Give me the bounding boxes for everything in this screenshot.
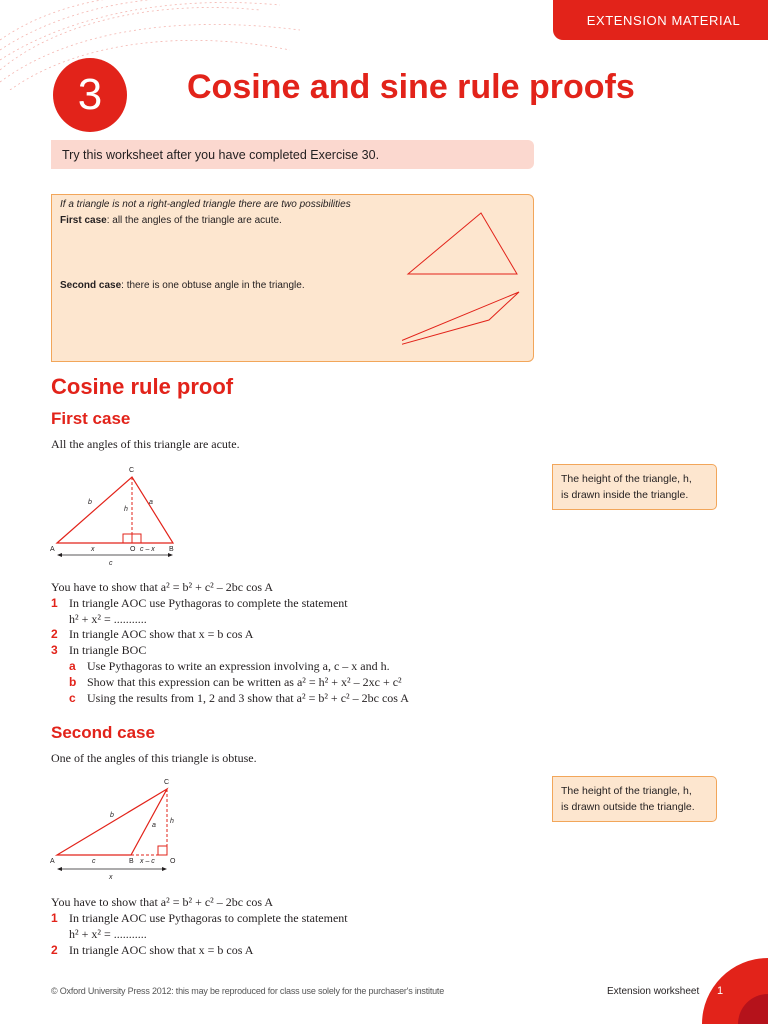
substep-text: Show that this expression can be written as a² = h² + x² – 2xc + c² bbox=[87, 675, 402, 689]
first-case-show-statement: You have to show that a² = b² + c² – 2bc cos A bbox=[51, 580, 274, 594]
second-case-text: : there is one obtuse angle in the triangle. bbox=[121, 280, 305, 291]
step-number: 1 bbox=[51, 596, 58, 610]
second-case-line bbox=[60, 280, 305, 291]
height-h-label: h bbox=[124, 506, 128, 513]
step-number: 2 bbox=[51, 943, 58, 957]
side-b-label: b bbox=[88, 499, 92, 506]
step-text: h² + x² = ........... bbox=[69, 927, 147, 941]
possibilities-box bbox=[51, 194, 534, 362]
segment-x-label: x bbox=[91, 546, 95, 553]
first-case-label: First case bbox=[60, 215, 107, 226]
step-number: 2 bbox=[51, 627, 58, 641]
example-triangles bbox=[402, 205, 527, 355]
step-number: 3 bbox=[51, 643, 58, 657]
segment-x-label: x bbox=[109, 874, 113, 881]
obtuse-triangle-diagram bbox=[45, 772, 195, 882]
vertex-b-label: B bbox=[169, 546, 174, 553]
page-corner-decoration bbox=[698, 958, 768, 1024]
second-case-show-statement: You have to show that a² = b² + c² – 2bc cos A bbox=[51, 895, 274, 909]
side-a-label: a bbox=[149, 499, 153, 506]
step-number: 1 bbox=[51, 911, 58, 925]
step-text: In triangle AOC show that x = b cos A bbox=[69, 943, 254, 957]
prerequisite-note: Try this worksheet after you have completed Exercise 30. bbox=[51, 140, 534, 169]
acute-triangle-example bbox=[408, 213, 517, 274]
first-case-heading: First case bbox=[51, 409, 131, 428]
substep-letter: a bbox=[69, 659, 76, 673]
sidebar-height-inside bbox=[552, 464, 717, 510]
step-text: In triangle AOC show that x = b cos A bbox=[69, 627, 254, 641]
step-text: h² + x² = ........... bbox=[69, 612, 147, 626]
side-c-label: c bbox=[92, 858, 96, 865]
step-text: In triangle BOC bbox=[69, 643, 147, 657]
side-c-label: c bbox=[109, 560, 113, 567]
vertex-a-label: A bbox=[50, 858, 55, 865]
sidebar-height-outside bbox=[552, 776, 717, 822]
point-o-label: O bbox=[170, 858, 176, 865]
sidebar-line: The height of the triangle, h, bbox=[561, 473, 692, 485]
vertex-c-label: C bbox=[129, 467, 135, 474]
substep-text: Using the results from 1, 2 and 3 show that a² = b² + c² – 2bc cos A bbox=[87, 691, 409, 705]
page-title: Cosine and sine rule proofs bbox=[187, 68, 635, 106]
first-case-intro: All the angles of this triangle are acute. bbox=[51, 437, 240, 451]
second-case-intro: One of the angles of this triangle is obtuse. bbox=[51, 751, 257, 765]
step-text: In triangle AOC use Pythagoras to complete the statement bbox=[69, 911, 348, 925]
sidebar-line: is drawn outside the triangle. bbox=[561, 801, 695, 813]
segment-xc-label: x – c bbox=[140, 858, 155, 865]
step-text: In triangle AOC use Pythagoras to complete the statement bbox=[69, 596, 348, 610]
possibilities-intro: If a triangle is not a right-angled triangle there are two possibilities bbox=[60, 199, 351, 210]
sidebar-line: is drawn inside the triangle. bbox=[561, 489, 689, 501]
copyright-notice: © Oxford University Press 2012: this may be reproduced for class use solely for the purchaser's institute bbox=[51, 986, 445, 996]
obtuse-triangle-example bbox=[402, 292, 519, 352]
substep-text: Use Pythagoras to write an expression involving a, c – x and h. bbox=[87, 659, 390, 673]
extension-material-tag: EXTENSION MATERIAL bbox=[553, 0, 768, 40]
page-number: 1 bbox=[717, 985, 724, 997]
chapter-number-badge: 3 bbox=[53, 58, 127, 132]
first-case-text: : all the angles of the triangle are acute. bbox=[106, 215, 282, 226]
first-case-line bbox=[60, 215, 282, 226]
acute-triangle-diagram bbox=[45, 460, 195, 570]
vertex-b-label: B bbox=[129, 858, 134, 865]
segment-cx-label: c – x bbox=[140, 546, 155, 553]
height-h-label: h bbox=[170, 818, 174, 825]
vertex-a-label: A bbox=[50, 546, 55, 553]
second-case-label: Second case bbox=[60, 280, 122, 291]
cosine-rule-heading: Cosine rule proof bbox=[51, 374, 234, 399]
second-case-heading: Second case bbox=[51, 723, 155, 742]
side-b-label: b bbox=[110, 812, 114, 819]
sidebar-line: The height of the triangle, h, bbox=[561, 785, 692, 797]
side-a-label: a bbox=[152, 822, 156, 829]
substep-letter: c bbox=[69, 691, 76, 705]
vertex-c-label: C bbox=[164, 779, 170, 786]
substep-letter: b bbox=[69, 675, 77, 689]
point-o-label: O bbox=[130, 546, 136, 553]
footer-label: Extension worksheet bbox=[607, 986, 700, 997]
